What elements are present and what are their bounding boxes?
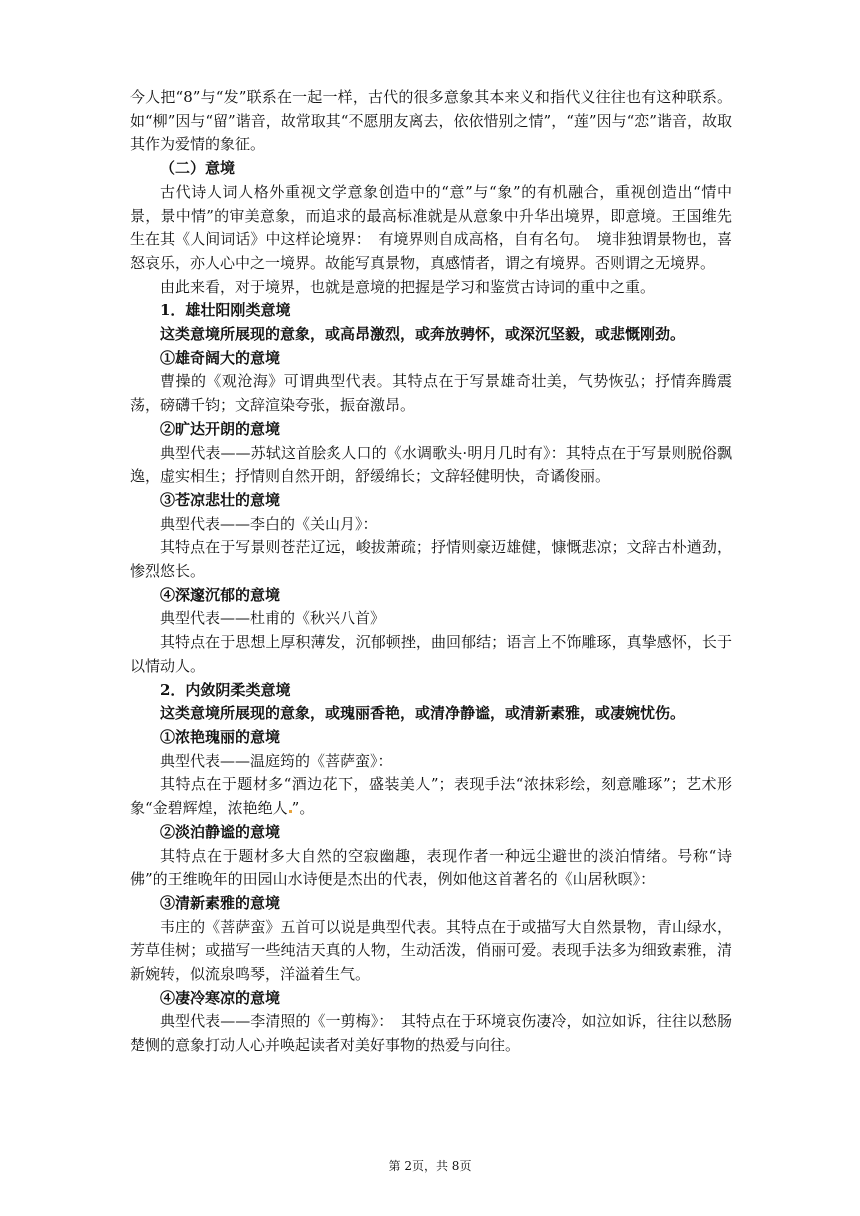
page-content	[130, 86, 732, 1058]
subheading: ②淡泊静谧的意境	[160, 822, 281, 841]
category-summary: 这类意境所展现的意象，或瑰丽香艳，或清净静谧，或清新素雅，或凄婉忧伤。	[160, 704, 686, 723]
body-paragraph: 其特点在于写景则苍茫辽远，峻拔萧疏；抒情则豪迈雄健，慷慨悲凉；文辞古朴遒劲，惨烈悠长。	[130, 538, 732, 581]
body-paragraph: 曹操的《观沧海》可谓典型代表。其特点在于写景雄奇壮美，气势恢弘；抒情奔腾震荡，磅礴千钧；文辞渲染夸张，振奋激昂。	[130, 372, 732, 415]
representative-line: 典型代表——李白的《关山月》：	[160, 514, 378, 533]
body-text-end: ”。	[291, 799, 315, 818]
page-footer: 第 2页，共 8页	[388, 1159, 472, 1173]
body-paragraph: 韦庄的《菩萨蛮》五首可以说是典型代表。其特点在于或描写大自然景物，青山绿水，芳草佳树；或描写一些纯洁天真的人物，生动活泼，俏丽可爱。表现手法多为细致素雅，清新婉转，似流泉鸣琴，洋溢着生气。	[130, 917, 732, 984]
body-paragraph: 其特点在于思想上厚积薄发，沉郁顿挫，曲回郁结；语言上不饰雕琢，真挚感怀，长于以情动人。	[130, 633, 732, 675]
intro-paragraph: 今人把“8”与“发”联系在一起一样，古代的很多意象其本来义和指代义往往也有这种联系。如“柳”因与“留”谐音，故常取其“不愿朋友离去，依依惜别之情”，“莲”因与“恋”谐音，故取其作为爱情的象征。	[130, 88, 732, 154]
subheading: ④深邃沉郁的意境	[160, 585, 281, 604]
section-heading-yijing: （二）意境	[160, 159, 236, 178]
subheading: ③苍凉悲壮的意境	[160, 490, 281, 509]
category-heading: 2．内敛阴柔类意境	[160, 680, 291, 699]
subheading: ①雄奇阔大的意境	[160, 348, 281, 367]
section-paragraph: 古代诗人词人格外重视文学意象创造中的“意”与“象”的有机融合，重视创造出“情中景，景中情”的审美意象，而追求的最高标准就是从意象中升华出境界，即意境。王国维先生在其《人间词话》中这样论境界： 有境界则自成高格，自有名句。 境非独谓景物也，喜怒哀乐，亦人心中之一境界。故能写真景物，真感情者，谓之有境界。否则谓之无境界。	[130, 182, 732, 272]
body-paragraph: 典型代表——苏轼这首脍炙人口的《水调歌头·明月几时有》：其特点在于写景则脱俗飘逸，虚实相生；抒情则自然开朗，舒缓绵长；文辞轻健明快，奇谲俊丽。	[130, 443, 732, 486]
subheading: ②旷达开朗的意境	[160, 419, 281, 438]
category-heading: 1．雄壮阳刚类意境	[160, 301, 291, 320]
representative-line: 典型代表——杜甫的《秋兴八首》	[160, 609, 386, 628]
category-summary: 这类意境所展现的意象，或高昂激烈，或奔放骋怀，或深沉坚毅，或悲慨刚劲。	[160, 325, 686, 344]
body-text: 其特点在于题材多“酒边花下，盛装美人”；表现手法“浓抹彩绘，刻意雕琢”；艺术形象“金碧辉煌，浓艳绝人	[130, 775, 732, 818]
body-paragraph	[130, 773, 732, 820]
subheading: ③清新素雅的意境	[160, 893, 281, 912]
subheading: ④凄冷寒凉的意境	[160, 988, 281, 1007]
subheading: ①浓艳瑰丽的意境	[160, 727, 281, 746]
representative-line: 典型代表——温庭筠的《菩萨蛮》：	[160, 751, 393, 770]
body-paragraph: 其特点在于题材多大自然的空寂幽趣，表现作者一种远尘避世的淡泊情绪。号称“诗佛”的王维晚年的田园山水诗便是杰出的代表，例如他这首著名的《山居秋暝》：	[130, 846, 732, 889]
section-paragraph: 由此来看，对于境界，也就是意境的把握是学习和鉴赏古诗词的重中之重。	[160, 277, 656, 296]
body-paragraph: 典型代表——李清照的《一剪梅》： 其特点在于环境哀伤凄冷，如泣如诉，往往以愁肠楚恻的意象打动人心并唤起读者对美好事物的热爱与向往。	[130, 1012, 732, 1055]
